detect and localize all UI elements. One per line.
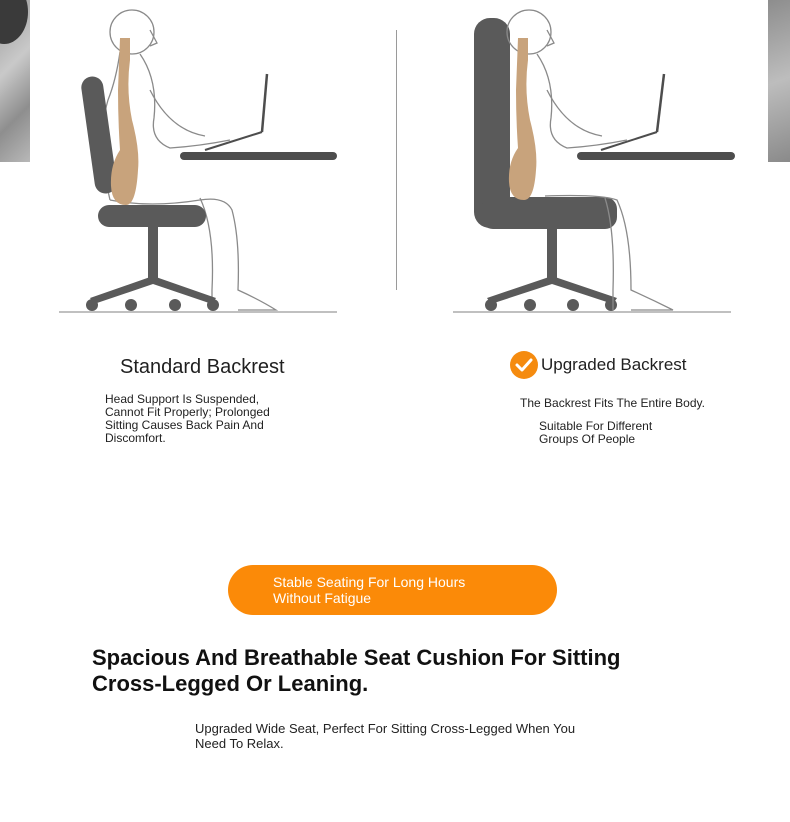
section-subtext: Upgraded Wide Seat, Perfect For Sitting Cross-Legged When You Need To Relax.: [195, 721, 576, 751]
upgraded-backrest-title: Upgraded Backrest: [541, 355, 687, 374]
upgraded-backrest-illustration: [395, 0, 790, 330]
feature-banner-label: Stable Seating For Long Hours Without Fatigue: [273, 574, 466, 606]
upgraded-backrest-line1: The Backrest Fits The Entire Body.: [520, 396, 705, 410]
standard-backrest-title: Standard Backrest: [120, 356, 285, 378]
standard-backrest-illustration: [0, 0, 395, 330]
feature-banner: [228, 565, 557, 615]
standard-backrest-description: Head Support Is Suspended, Cannot Fit Properly; Prolonged Sitting Causes Back Pain And Discomfort.: [105, 392, 270, 445]
section-headline: Spacious And Breathable Seat Cushion For Sitting Cross-Legged Or Leaning.: [92, 645, 621, 696]
checkmark-icon: [510, 351, 538, 379]
upgraded-backrest-line2: Suitable For Different Groups Of People: [539, 419, 653, 446]
